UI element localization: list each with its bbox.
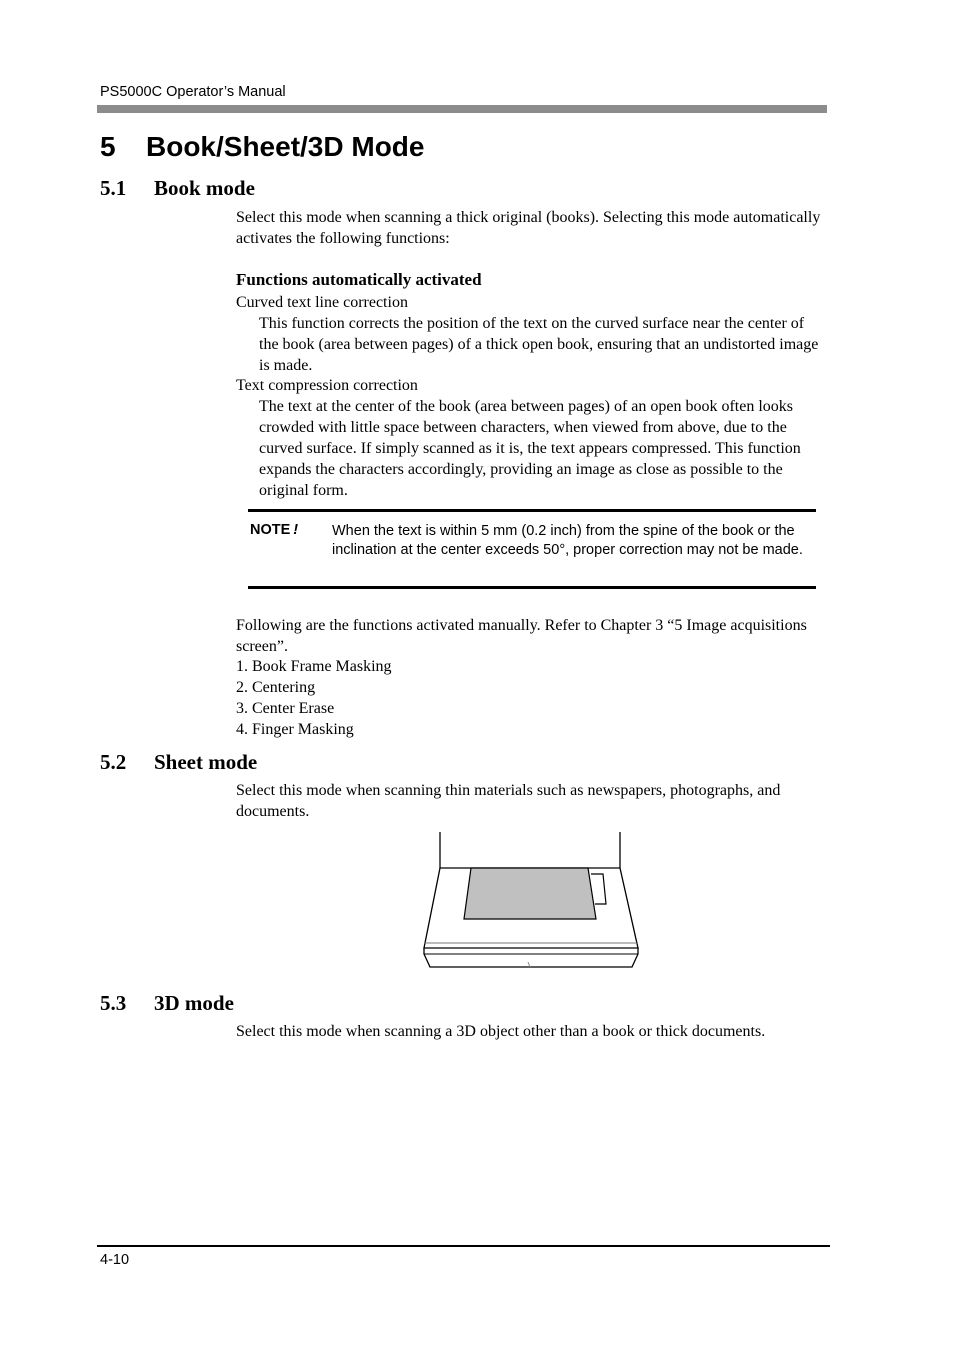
scanner-illustration-svg <box>420 828 644 972</box>
header-bar <box>97 105 827 113</box>
paragraph: Following are the functions activated manually. Refer to Chapter 3 “5 Image acquisitions screen”. <box>236 617 807 655</box>
exclamation-icon: ! <box>293 522 299 538</box>
page-number: 4-10 <box>100 1252 130 1268</box>
running-header: PS5000C Operator’s Manual <box>100 84 286 100</box>
section-number: 5.2 <box>100 750 127 774</box>
manual-functions-intro <box>236 615 826 657</box>
section-number: 5.3 <box>100 991 127 1015</box>
section-heading-sheet-mode <box>100 750 257 775</box>
functions-heading: Functions automatically activated <box>236 270 482 289</box>
function-term-compression: Text compression correction <box>236 377 418 394</box>
section-heading-book-mode <box>100 176 255 201</box>
sheet-mode-intro <box>236 780 826 822</box>
list-item: 3. Center Erase <box>236 700 335 717</box>
paragraph: Select this mode when scanning a 3D object other than a book or thick documents. <box>236 1023 766 1040</box>
note-box <box>248 509 816 589</box>
list-item: 4. Finger Masking <box>236 721 354 738</box>
function-desc-curved: This function corrects the position of the text on the curved surface near the center of the book (area between pages) of a thick open book, ensuring that an undistorted image is made. <box>259 315 819 374</box>
section-title: 3D mode <box>154 991 234 1015</box>
chapter-title <box>100 131 424 163</box>
function-desc-compression: The text at the center of the book (area between pages) of an open book often looks crowded with little space between characters, when viewed from above, due to the curved surface. If simply scanned as it is, the text appears compressed. This function expands the characters accordingly, providing an image as close as possible to the original form. <box>259 398 801 499</box>
section-title: Book mode <box>154 176 255 200</box>
manual-functions-list <box>236 656 392 740</box>
footer-rule <box>97 1245 830 1247</box>
paragraph: Select this mode when scanning thin materials such as newspapers, photographs, and documents. <box>236 782 781 820</box>
book-mode-intro <box>236 207 826 249</box>
list-item: 2. Centering <box>236 679 316 696</box>
note-label-text: NOTE <box>250 522 291 538</box>
note-text: When the text is within 5 mm (0.2 inch) from the spine of the book or the inclination at the center exceeds 50°, proper correction may not be made. <box>332 523 803 558</box>
function-term-curved: Curved text line correction <box>236 294 408 311</box>
3d-mode-intro <box>236 1021 836 1042</box>
list-item: 1. Book Frame Masking <box>236 658 392 675</box>
note-label <box>250 522 298 538</box>
paragraph: Select this mode when scanning a thick original (books). Selecting this mode automatically activates the following functions: <box>236 209 821 247</box>
chapter-title-text: Book/Sheet/3D Mode <box>146 131 425 162</box>
section-number: 5.1 <box>100 176 127 200</box>
section-title: Sheet mode <box>154 750 258 774</box>
chapter-number: 5 <box>100 131 116 162</box>
section-heading-3d-mode <box>100 991 234 1016</box>
scanner-sheet-illustration <box>420 828 644 977</box>
sheet-document <box>464 868 596 919</box>
